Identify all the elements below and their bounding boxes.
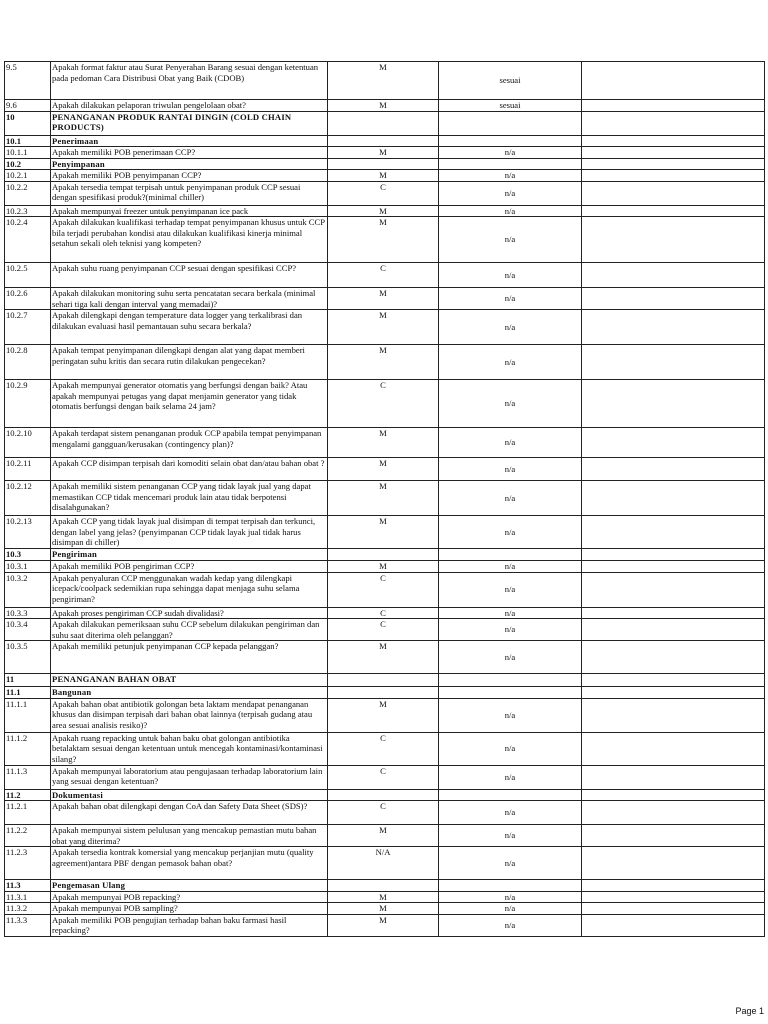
question-cell: Apakah mempunyai freezer untuk penyimpanan ice pack xyxy=(51,205,328,217)
result-cell: n/a xyxy=(439,310,582,345)
result-cell: n/a xyxy=(439,914,582,936)
table-row xyxy=(5,345,765,380)
item-number-cell: 10.2.3 xyxy=(5,205,51,217)
question-cell: Apakah mempunyai POB repacking? xyxy=(51,891,328,903)
category-cell: M xyxy=(328,561,439,573)
question-cell: Apakah dilakukan pelaporan triwulan pengelolaan obat? xyxy=(51,100,328,112)
table-row xyxy=(5,619,765,641)
result-cell: n/a xyxy=(439,345,582,380)
table-row xyxy=(5,641,765,674)
question-cell: Apakah dilengkapi dengan temperature data logger yang terkalibrasi dan dilakukan evaluasi hasil pemantauan suhu secara berkala? xyxy=(51,310,328,345)
category-cell: M xyxy=(328,891,439,903)
result-cell: sesuai xyxy=(439,100,582,112)
section-row xyxy=(5,158,765,170)
item-number-cell: 10.2.1 xyxy=(5,170,51,182)
item-number-cell: 11.3.3 xyxy=(5,914,51,936)
table-row xyxy=(5,847,765,880)
question-cell: PENANGANAN BAHAN OBAT xyxy=(51,674,328,687)
question-cell: Apakah memiliki POB pengiriman CCP? xyxy=(51,561,328,573)
question-cell: Penerimaan xyxy=(51,135,328,147)
checklist-sheet xyxy=(4,61,764,937)
question-cell: Apakah mempunyai POB sampling? xyxy=(51,903,328,915)
item-number-cell: 10.3.2 xyxy=(5,572,51,607)
note-cell xyxy=(582,698,765,732)
note-cell xyxy=(582,825,765,847)
item-number-cell: 11.1.3 xyxy=(5,765,51,789)
category-cell: C xyxy=(328,380,439,428)
result-cell: n/a xyxy=(439,801,582,825)
item-number-cell: 11 xyxy=(5,674,51,687)
question-cell: Apakah tersedia tempat terpisah untuk penyimpanan produk CCP sesuai dengan spesifikasi produk?(minimal chiller) xyxy=(51,181,328,205)
table-row xyxy=(5,607,765,619)
note-cell xyxy=(582,205,765,217)
question-cell: Apakah memiliki petunjuk penyimpanan CCP kepada pelanggan? xyxy=(51,641,328,674)
item-number-cell: 11.2.2 xyxy=(5,825,51,847)
note-cell xyxy=(582,135,765,147)
result-cell: n/a xyxy=(439,641,582,674)
note-cell xyxy=(582,891,765,903)
table-row xyxy=(5,458,765,481)
question-cell: Apakah mempunyai laboratorium atau pengujasaan terhadap laboratorium lain yang sesuai dengan ketentuan? xyxy=(51,765,328,789)
question-cell: Apakah bahan obat antibiotik golongan beta laktam mendapat penanganan khusus dan disimpan terpisah dari bahan obat lainnya (terpisah gudang atau area sesuai analisis resiko)? xyxy=(51,698,328,732)
result-cell: n/a xyxy=(439,147,582,159)
note-cell xyxy=(582,263,765,288)
note-cell xyxy=(582,380,765,428)
note-cell xyxy=(582,217,765,263)
category-cell: M xyxy=(328,288,439,310)
question-cell: Apakah ruang repacking untuk bahan baku obat golongan antibiotika betalaktam sesuai dengan ketentuan untuk mencegah kontaminasi/kontaminasi silang? xyxy=(51,732,328,765)
question-cell: Apakah CCP disimpan terpisah dari komoditi selain obat dan/atau bahan obat ? xyxy=(51,458,328,481)
note-cell xyxy=(582,687,765,699)
section-row xyxy=(5,789,765,801)
item-number-cell: 10.3.3 xyxy=(5,607,51,619)
result-cell: n/a xyxy=(439,481,582,516)
category-cell xyxy=(328,549,439,561)
section-row xyxy=(5,880,765,892)
result-cell: n/a xyxy=(439,288,582,310)
table-row xyxy=(5,825,765,847)
question-cell: Apakah memiliki POB pengujian terhadap bahan baku farmasi hasil repacking? xyxy=(51,914,328,936)
note-cell xyxy=(582,607,765,619)
item-number-cell: 10.1.1 xyxy=(5,147,51,159)
category-cell xyxy=(328,687,439,699)
category-cell: C xyxy=(328,619,439,641)
question-cell: Apakah memiliki sistem penanganan CCP yang tidak layak jual yang dapat memastikan CCP tidak mencemari produk lain atau tidak berpotensi disalahgunakan? xyxy=(51,481,328,516)
item-number-cell: 9.5 xyxy=(5,62,51,100)
note-cell xyxy=(582,641,765,674)
question-cell: Apakah tempat penyimpanan dilengkapi dengan alat yang dapat memberi peringatan suhu kritis dan secara rutin dilakukan pengecekan? xyxy=(51,345,328,380)
note-cell xyxy=(582,561,765,573)
table-row xyxy=(5,914,765,936)
question-cell: Apakah tersedia kontrak komersial yang mencakup perjanjian mutu (quality agreement)antara PBF dengan pemasok bahan obat? xyxy=(51,847,328,880)
table-row xyxy=(5,572,765,607)
section-row xyxy=(5,135,765,147)
question-cell: Apakah terdapat sistem penanganan produk CCP apabila tempat penyimpanan mengalami gangguan/kerusakan (contingency plan)? xyxy=(51,428,328,458)
item-number-cell: 11.2 xyxy=(5,789,51,801)
category-cell xyxy=(328,158,439,170)
result-cell: n/a xyxy=(439,607,582,619)
checklist-body xyxy=(5,62,765,937)
question-cell: Apakah dilakukan pemeriksaan suhu CCP sebelum dilakukan pengiriman dan suhu saat diterima oleh pelanggan? xyxy=(51,619,328,641)
question-cell: Bangunan xyxy=(51,687,328,699)
question-cell: PENANGANAN PRODUK RANTAI DINGIN (COLD CHAIN PRODUCTS) xyxy=(51,111,328,135)
result-cell: n/a xyxy=(439,458,582,481)
item-number-cell: 11.3 xyxy=(5,880,51,892)
result-cell: n/a xyxy=(439,516,582,549)
category-cell: M xyxy=(328,698,439,732)
item-number-cell: 9.6 xyxy=(5,100,51,112)
question-cell: Apakah mempunyai sistem pelulusan yang mencakup pemastian mutu bahan obat yang diterima? xyxy=(51,825,328,847)
category-cell: M xyxy=(328,100,439,112)
table-row xyxy=(5,147,765,159)
result-cell xyxy=(439,158,582,170)
item-number-cell: 10.2.5 xyxy=(5,263,51,288)
category-cell: M xyxy=(328,428,439,458)
note-cell xyxy=(582,310,765,345)
item-number-cell: 10.2.11 xyxy=(5,458,51,481)
question-cell: Apakah suhu ruang penyimpanan CCP sesuai dengan spesifikasi CCP? xyxy=(51,263,328,288)
table-row xyxy=(5,765,765,789)
result-cell xyxy=(439,687,582,699)
table-row xyxy=(5,732,765,765)
item-number-cell: 10.2.8 xyxy=(5,345,51,380)
item-number-cell: 10.2.12 xyxy=(5,481,51,516)
question-cell: Apakah dilakukan monitoring suhu serta pencatatan secara berkala (minimal sehari tiga kali dengan interval yang memadai)? xyxy=(51,288,328,310)
note-cell xyxy=(582,765,765,789)
table-row xyxy=(5,100,765,112)
result-cell: n/a xyxy=(439,891,582,903)
result-cell: n/a xyxy=(439,380,582,428)
note-cell xyxy=(582,914,765,936)
result-cell xyxy=(439,549,582,561)
result-cell: n/a xyxy=(439,428,582,458)
category-cell: M xyxy=(328,825,439,847)
result-cell: n/a xyxy=(439,263,582,288)
table-row xyxy=(5,263,765,288)
category-cell: M xyxy=(328,170,439,182)
result-cell: sesuai xyxy=(439,62,582,100)
result-cell: n/a xyxy=(439,561,582,573)
result-cell: n/a xyxy=(439,170,582,182)
section-row xyxy=(5,687,765,699)
question-cell: Apakah memiliki POB penerimaan CCP? xyxy=(51,147,328,159)
item-number-cell: 11.2.1 xyxy=(5,801,51,825)
checklist-table xyxy=(4,61,765,937)
item-number-cell: 10.2.2 xyxy=(5,181,51,205)
item-number-cell: 11.1.1 xyxy=(5,698,51,732)
note-cell xyxy=(582,345,765,380)
note-cell xyxy=(582,288,765,310)
page-number: Page 1 xyxy=(735,1006,764,1016)
category-cell: M xyxy=(328,147,439,159)
question-cell: Dokumentasi xyxy=(51,789,328,801)
note-cell xyxy=(582,458,765,481)
section-row xyxy=(5,549,765,561)
question-cell: Pengemasan Ulang xyxy=(51,880,328,892)
section-row xyxy=(5,111,765,135)
table-row xyxy=(5,205,765,217)
item-number-cell: 10.2.13 xyxy=(5,516,51,549)
note-cell xyxy=(582,100,765,112)
table-row xyxy=(5,801,765,825)
table-row xyxy=(5,891,765,903)
result-cell: n/a xyxy=(439,903,582,915)
category-cell: M xyxy=(328,62,439,100)
category-cell: M xyxy=(328,217,439,263)
note-cell xyxy=(582,147,765,159)
result-cell: n/a xyxy=(439,619,582,641)
note-cell xyxy=(582,674,765,687)
question-cell: Apakah penyaluran CCP menggunakan wadah kedap yang dilengkapi icepack/coolpack sedemikian rupa sehingga dapat menjaga suhu selama pengiriman? xyxy=(51,572,328,607)
question-cell: Apakah proses pengiriman CCP sudah divalidasi? xyxy=(51,607,328,619)
question-cell: Penyimpanan xyxy=(51,158,328,170)
table-row xyxy=(5,288,765,310)
result-cell xyxy=(439,674,582,687)
question-cell: Apakah memiliki POB penyimpanan CCP? xyxy=(51,170,328,182)
item-number-cell: 11.3.1 xyxy=(5,891,51,903)
note-cell xyxy=(582,516,765,549)
category-cell xyxy=(328,135,439,147)
table-row xyxy=(5,170,765,182)
item-number-cell: 11.3.2 xyxy=(5,903,51,915)
category-cell: C xyxy=(328,801,439,825)
category-cell: M xyxy=(328,458,439,481)
table-row xyxy=(5,310,765,345)
category-cell: M xyxy=(328,914,439,936)
item-number-cell: 10.3.5 xyxy=(5,641,51,674)
result-cell xyxy=(439,880,582,892)
category-cell: M xyxy=(328,903,439,915)
result-cell xyxy=(439,111,582,135)
item-number-cell: 11.1 xyxy=(5,687,51,699)
table-row xyxy=(5,62,765,100)
result-cell xyxy=(439,135,582,147)
result-cell: n/a xyxy=(439,205,582,217)
note-cell xyxy=(582,181,765,205)
category-cell: C xyxy=(328,263,439,288)
table-row xyxy=(5,181,765,205)
item-number-cell: 10.2.7 xyxy=(5,310,51,345)
item-number-cell: 10.3.1 xyxy=(5,561,51,573)
result-cell: n/a xyxy=(439,572,582,607)
note-cell xyxy=(582,428,765,458)
result-cell: n/a xyxy=(439,732,582,765)
note-cell xyxy=(582,111,765,135)
note-cell xyxy=(582,619,765,641)
result-cell: n/a xyxy=(439,847,582,880)
item-number-cell: 10.1 xyxy=(5,135,51,147)
table-row xyxy=(5,428,765,458)
note-cell xyxy=(582,158,765,170)
question-cell: Apakah CCP yang tidak layak jual disimpan di tempat terpisah dan terkunci, dengan label yang jelas? (penyimpanan CCP tidak layak jual tidak harus disimpan di chiller) xyxy=(51,516,328,549)
category-cell: C xyxy=(328,732,439,765)
question-cell: Apakah bahan obat dilengkapi dengan CoA dan Safety Data Sheet (SDS)? xyxy=(51,801,328,825)
table-row xyxy=(5,217,765,263)
section-row xyxy=(5,674,765,687)
result-cell: n/a xyxy=(439,765,582,789)
result-cell: n/a xyxy=(439,825,582,847)
note-cell xyxy=(582,880,765,892)
table-row xyxy=(5,698,765,732)
item-number-cell: 10.2 xyxy=(5,158,51,170)
table-row xyxy=(5,561,765,573)
table-row xyxy=(5,903,765,915)
table-row xyxy=(5,481,765,516)
category-cell: M xyxy=(328,205,439,217)
note-cell xyxy=(582,903,765,915)
question-cell: Apakah mempunyai generator otomatis yang berfungsi dengan baik? Atau apakah mempunyai petugas yang dapat menjamin generator yang tidak otomatis berfungsi dengan baik selama 24 jam? xyxy=(51,380,328,428)
note-cell xyxy=(582,847,765,880)
category-cell: M xyxy=(328,481,439,516)
item-number-cell: 10.2.6 xyxy=(5,288,51,310)
result-cell: n/a xyxy=(439,698,582,732)
note-cell xyxy=(582,62,765,100)
category-cell xyxy=(328,789,439,801)
note-cell xyxy=(582,170,765,182)
note-cell xyxy=(582,572,765,607)
result-cell: n/a xyxy=(439,217,582,263)
category-cell: C xyxy=(328,181,439,205)
category-cell: C xyxy=(328,572,439,607)
table-row xyxy=(5,516,765,549)
category-cell: C xyxy=(328,765,439,789)
note-cell xyxy=(582,549,765,561)
category-cell: C xyxy=(328,607,439,619)
category-cell: M xyxy=(328,516,439,549)
question-cell: Apakah dilakukan kualifikasi terhadap tempat penyimpanan khusus untuk CCP bila terjadi perubahan kondisi atau dilakukan kualifikasi kinerja minimal setahun sekali oleh teknisi yang kompeten? xyxy=(51,217,328,263)
category-cell: M xyxy=(328,345,439,380)
item-number-cell: 10.3 xyxy=(5,549,51,561)
item-number-cell: 10.2.10 xyxy=(5,428,51,458)
note-cell xyxy=(582,789,765,801)
category-cell: N/A xyxy=(328,847,439,880)
note-cell xyxy=(582,801,765,825)
item-number-cell: 10.3.4 xyxy=(5,619,51,641)
category-cell: M xyxy=(328,641,439,674)
table-row xyxy=(5,380,765,428)
note-cell xyxy=(582,732,765,765)
item-number-cell: 10.2.9 xyxy=(5,380,51,428)
category-cell xyxy=(328,880,439,892)
item-number-cell: 10.2.4 xyxy=(5,217,51,263)
category-cell xyxy=(328,674,439,687)
question-cell: Apakah format faktur atau Surat Penyerahan Barang sesuai dengan ketentuan pada pedoman Cara Distribusi Obat yang Baik (CDOB) xyxy=(51,62,328,100)
result-cell xyxy=(439,789,582,801)
item-number-cell: 10 xyxy=(5,111,51,135)
category-cell: M xyxy=(328,310,439,345)
category-cell xyxy=(328,111,439,135)
result-cell: n/a xyxy=(439,181,582,205)
note-cell xyxy=(582,481,765,516)
item-number-cell: 11.1.2 xyxy=(5,732,51,765)
question-cell: Pengiriman xyxy=(51,549,328,561)
item-number-cell: 11.2.3 xyxy=(5,847,51,880)
